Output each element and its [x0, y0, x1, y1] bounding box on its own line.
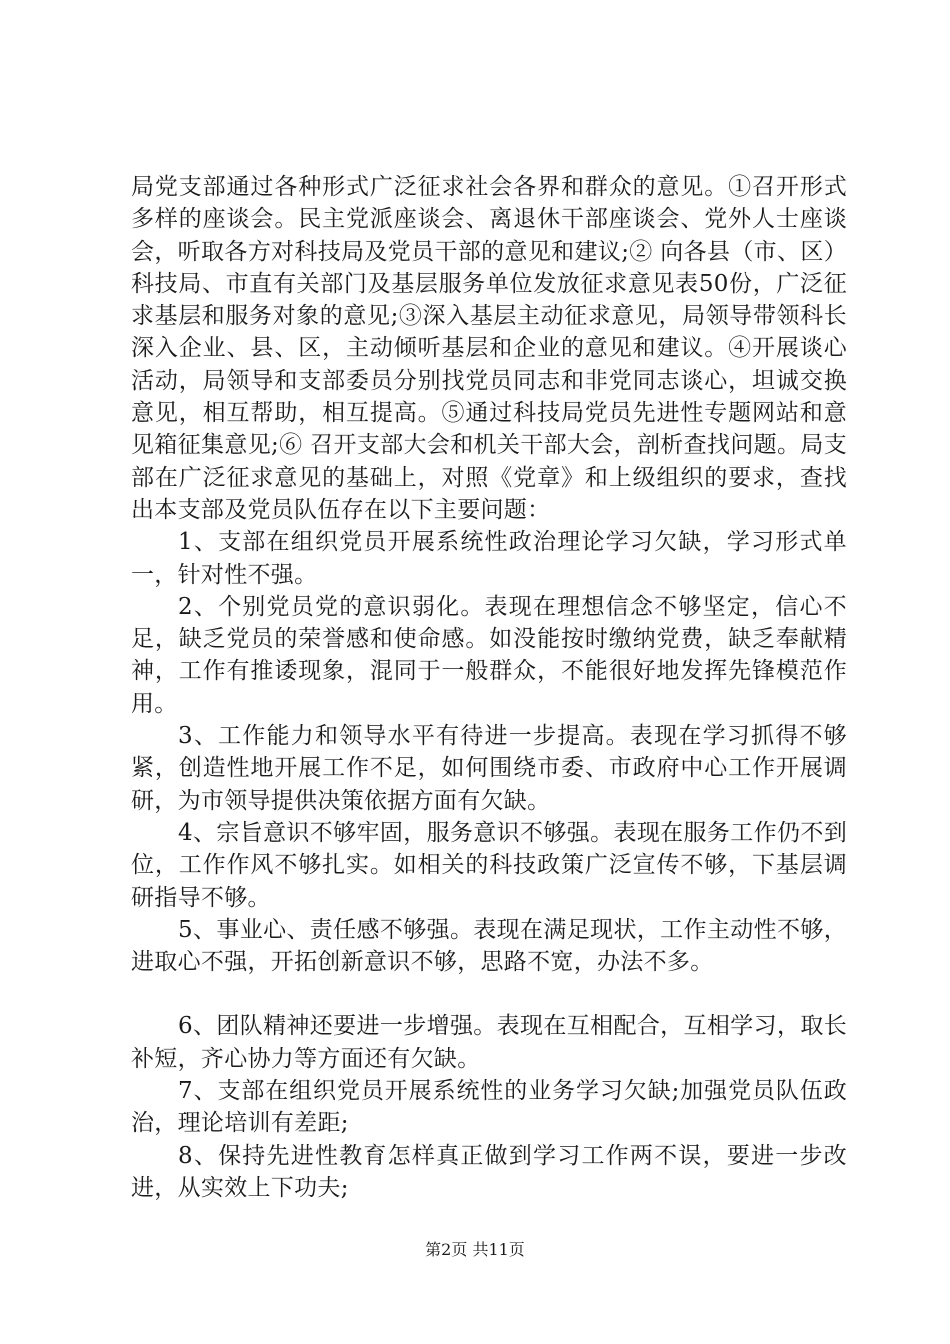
issue-item-3: 3、工作能力和领导水平有待进一步提高。表现在学习抓得不够紧，创造性地开展工作不足，如何围绕市委、市政府中心工作开展调研，为市领导提供决策依据方面有欠缺。 — [131, 723, 847, 814]
document-body — [131, 171, 847, 1204]
issue-item-4: 4、宗旨意识不够牢固，服务意识不够强。表现在服务工作仍不到位，工作作风不够扎实。如相关的科技政策广泛宣传不够，下基层调研指导不够。 — [131, 819, 847, 911]
issue-item-2: 2、个别党员党的意识弱化。表现在理想信念不够坚定，信心不足，缺乏党员的荣誉感和使命感。如没能按时缴纳党费，缺乏奉献精神，工作有推诿现象，混同于一般群众，不能很好地发挥先锋模范作用。 — [131, 593, 847, 717]
issue-item-5: 5、事业心、责任感不够强。表现在满足现状，工作主动性不够，进取心不强，开拓创新意识不够，思路不宽，办法不多。 — [131, 916, 847, 976]
page-number-label: 第2页 共11页 — [425, 1240, 525, 1259]
issue-item-7: 7、支部在组织党员开展系统性的业务学习欠缺;加强党员队伍政治，理论培训有差距; — [131, 1078, 847, 1137]
issue-item-6: 6、团队精神还要进一步增强。表现在互相配合，互相学习，取长补短，齐心协力等方面还有欠缺。 — [131, 1013, 847, 1072]
intro-paragraph: 局党支部通过各种形式广泛征求社会各界和群众的意见。①召开形式多样的座谈会。民主党派座谈会、离退休干部座谈会、党外人士座谈会，听取各方对科技局及党员干部的意见和建议;② 向各县（市、区）科技局、市直有关部门及基层服务单位发放征求意见表50份，广泛征求基层和服务对象的意见;③深入基层主动征求意见，局领导带领科长深入企业、县、区，主动倾听基层和企业的意见和建议。④开展谈心活动，局领导和支部委员分别找党员同志和非党同志谈心，坦诚交换意见，相互帮助，相互提高。⑤通过科技局党员先进性专题网站和意见箱征集意见;⑥ 召开支部大会和机关干部大会，剖析查找问题。局支部在广泛征求意见的基础上，对照《党章》和上级组织的要求，查找出本支部及党员队伍存在以下主要问题： — [131, 174, 847, 523]
issue-item-1: 1、支部在组织党员开展系统性政治理论学习欠缺，学习形式单一，针对性不强。 — [131, 529, 847, 588]
issue-item-8: 8、保持先进性教育怎样真正做到学习工作两不误，要进一步改进，从实效上下功夫; — [131, 1142, 847, 1201]
page-footer — [0, 1240, 950, 1260]
